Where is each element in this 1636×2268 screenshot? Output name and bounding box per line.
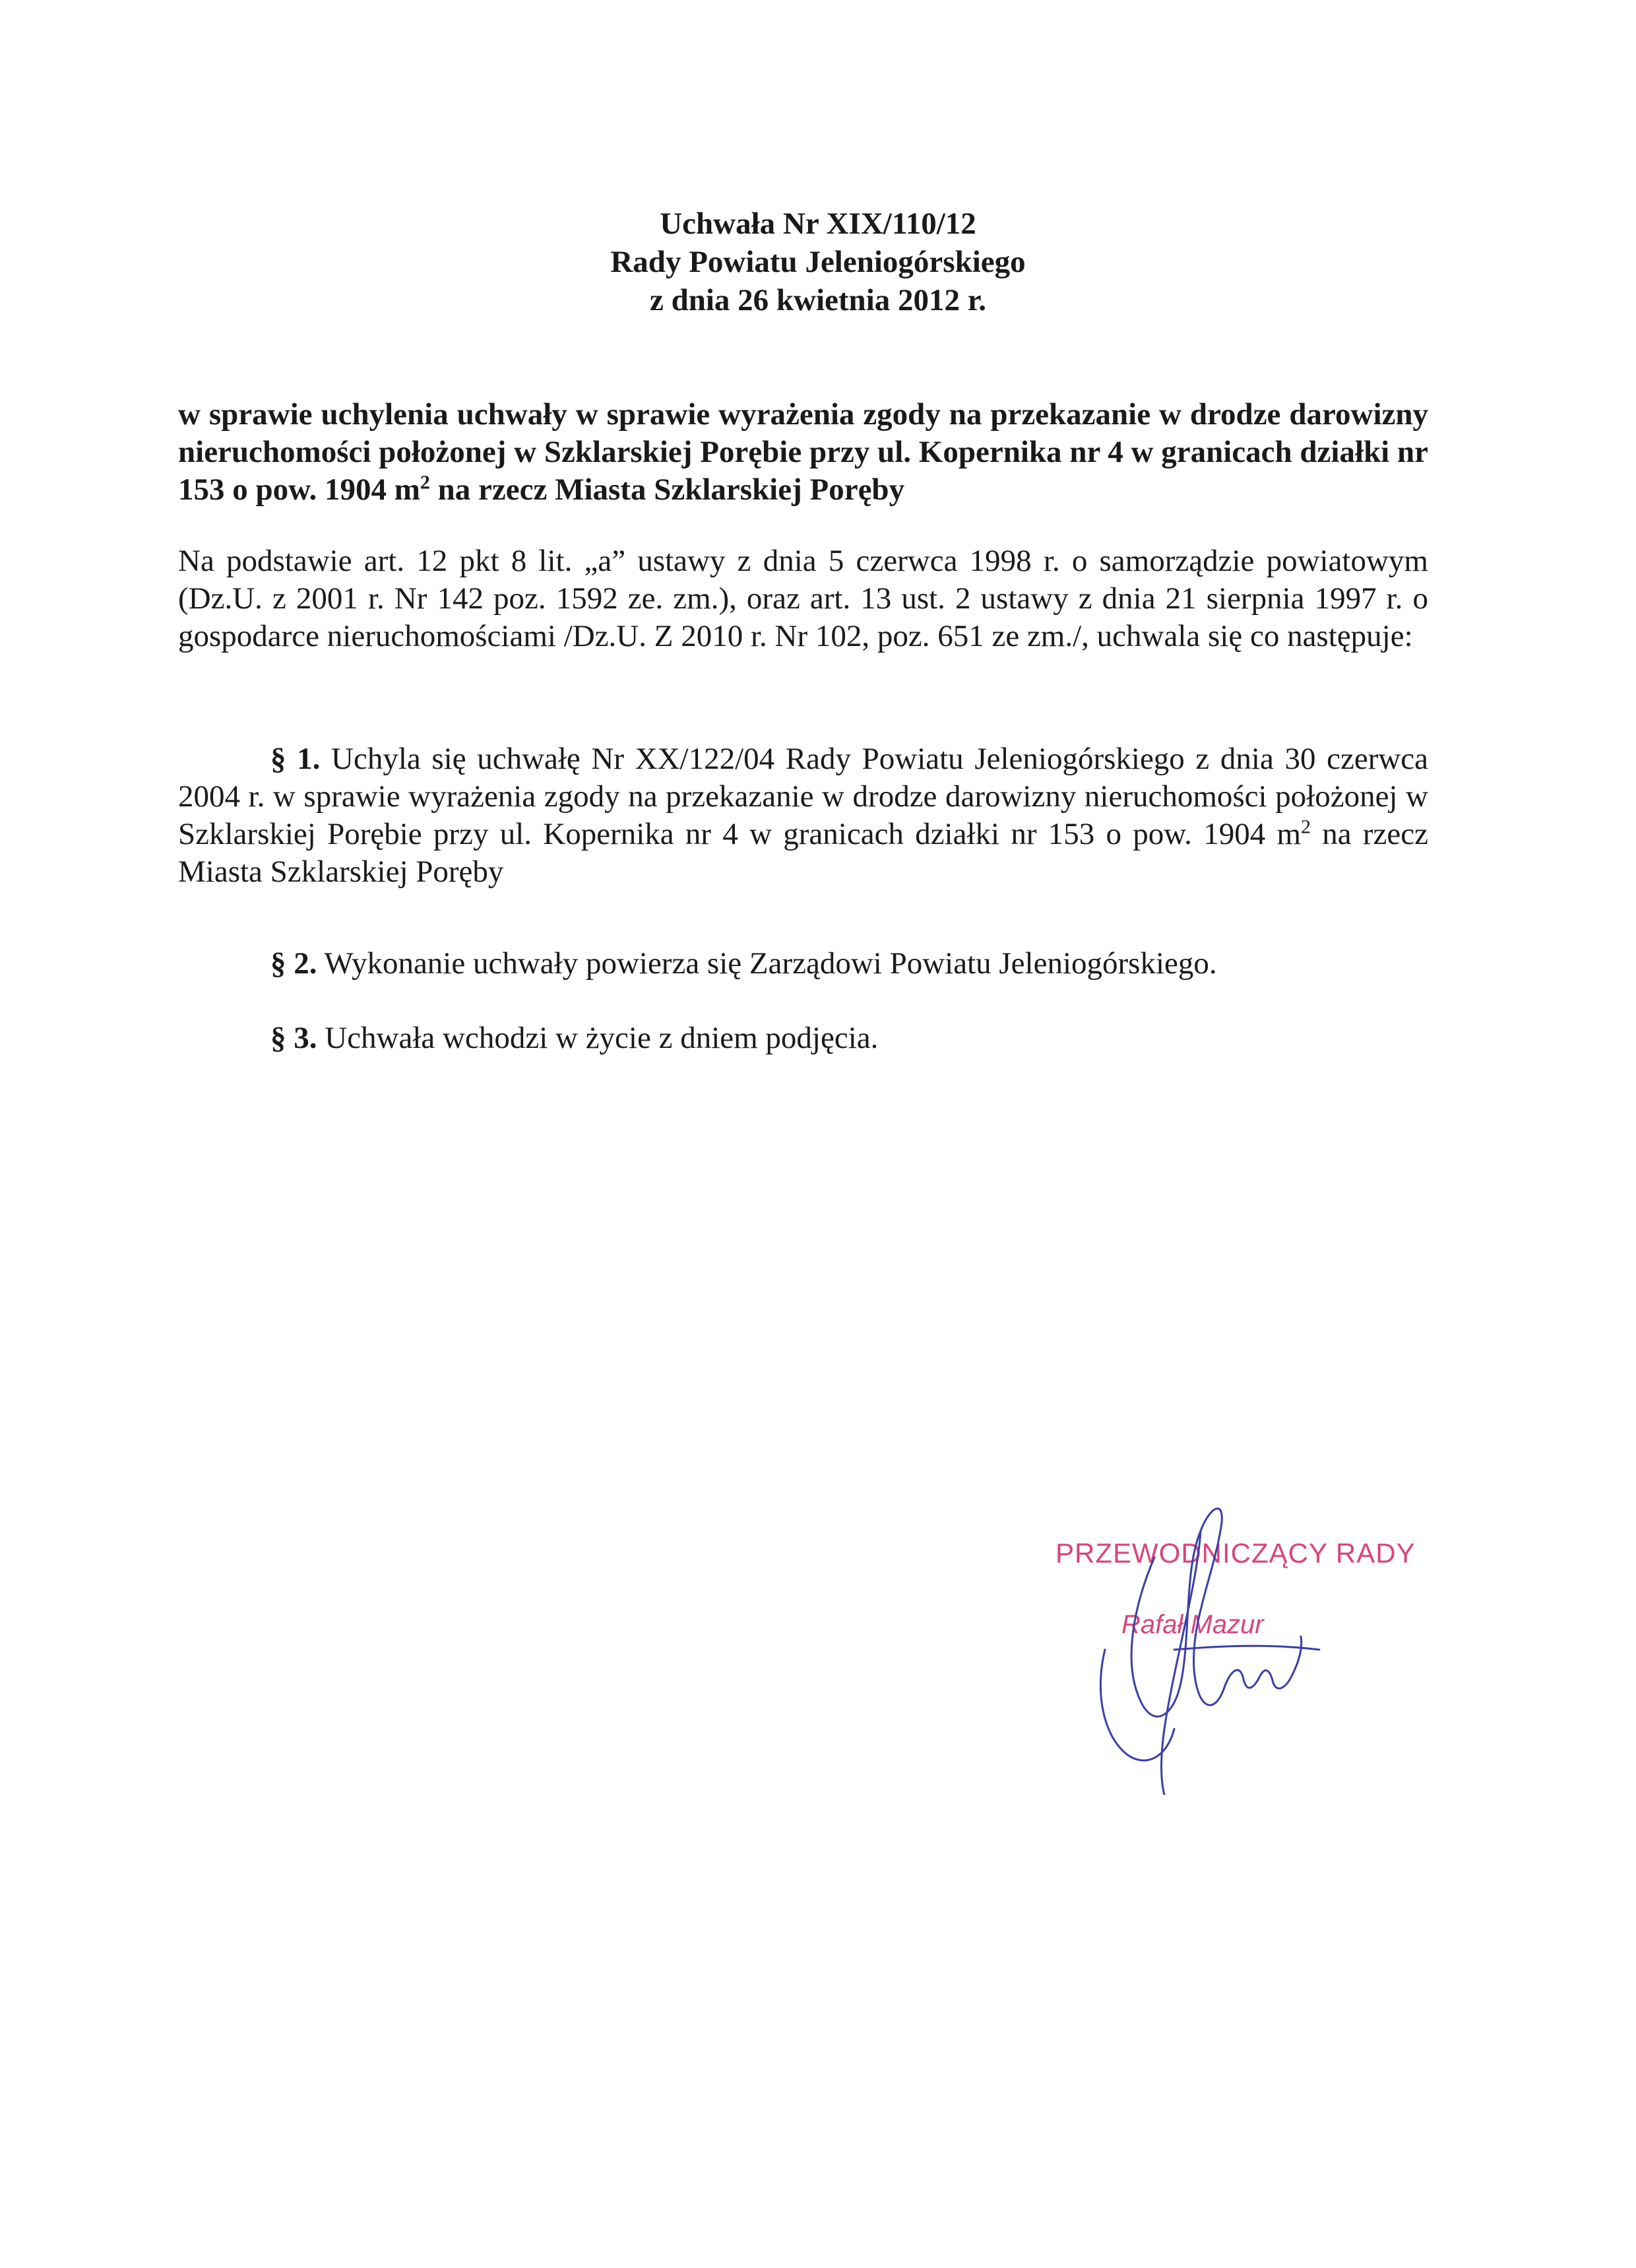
council-name: Rady Powiatu Jeleniogórskiego [610,245,1026,279]
paragraph-1-number: § 1. [270,742,321,776]
paragraph-1 [178,740,1428,891]
resolution-date: z dnia 26 kwietnia 2012 r. [649,283,987,317]
subject-sup: 2 [420,471,430,494]
resolution-header [0,205,1636,319]
paragraph-2 [178,945,1428,983]
resolution-number: Uchwała Nr XIX/110/12 [660,207,976,241]
stamp-title: PRZEWODNICZĄCY RADY [1055,1538,1416,1569]
paragraph-2-number: § 2. [270,946,317,981]
paragraph-2-text: Wykonanie uchwały powierza się Zarządowi Powiatu Jeleniogórskiego. [317,946,1217,981]
legal-basis: Na podstawie art. 12 pkt 8 lit. „a” ustawy z dnia 5 czerwca 1998 r. o samorządzie powiatowym (Dz.U. z 2001 r. Nr 142 poz. 1592 ze. zm.), oraz art. 13 ust. 2 ustawy z dnia 21 sierpnia 1997 r. o gospodarce nieruchomościami /Dz.U. Z 2010 r. Nr 102, poz. 651 ze zm./, uchwala się co następuje: [178,544,1428,653]
subject-text-end: na rzecz Miasta Szklarskiej Poręby [429,472,905,507]
paragraph-3-text: Uchwała wchodzi w życie z dniem podjęcia. [317,1021,879,1055]
paragraph-3 [178,1020,1428,1057]
subject-text: w sprawie uchylenia uchwały w sprawie wyrażenia zgody na przekazanie w drodze darowizny nieruchomości położonej w Szklarskiej Porębie przy ul. Kopernika nr 4 w granicach działki nr 153 o pow. 1904 m [178,397,1428,507]
resolution-subject [178,396,1428,509]
paragraph-1-text: Uchyla się uchwałę Nr XX/122/04 Rady Powiatu Jeleniogórskiego z dnia 30 czerwca 2004 r. w sprawie wyrażenia zgody na przekazanie w drodze darowizny nieruchomości położonej w Szklarskiej Porębie przy ul. Kopernika nr 4 w granicach działki nr 153 o pow. 1904 m [178,742,1429,851]
paragraph-3-number: § 3. [270,1021,317,1055]
paragraph-1-sup: 2 [1301,816,1311,838]
paragraph-1-text-end: na rzecz Miasta Szklarskiej Poręby [178,817,1428,889]
handwritten-signature [1042,1452,1372,1795]
stamp-name: Rafał Mazur [1121,1610,1264,1639]
